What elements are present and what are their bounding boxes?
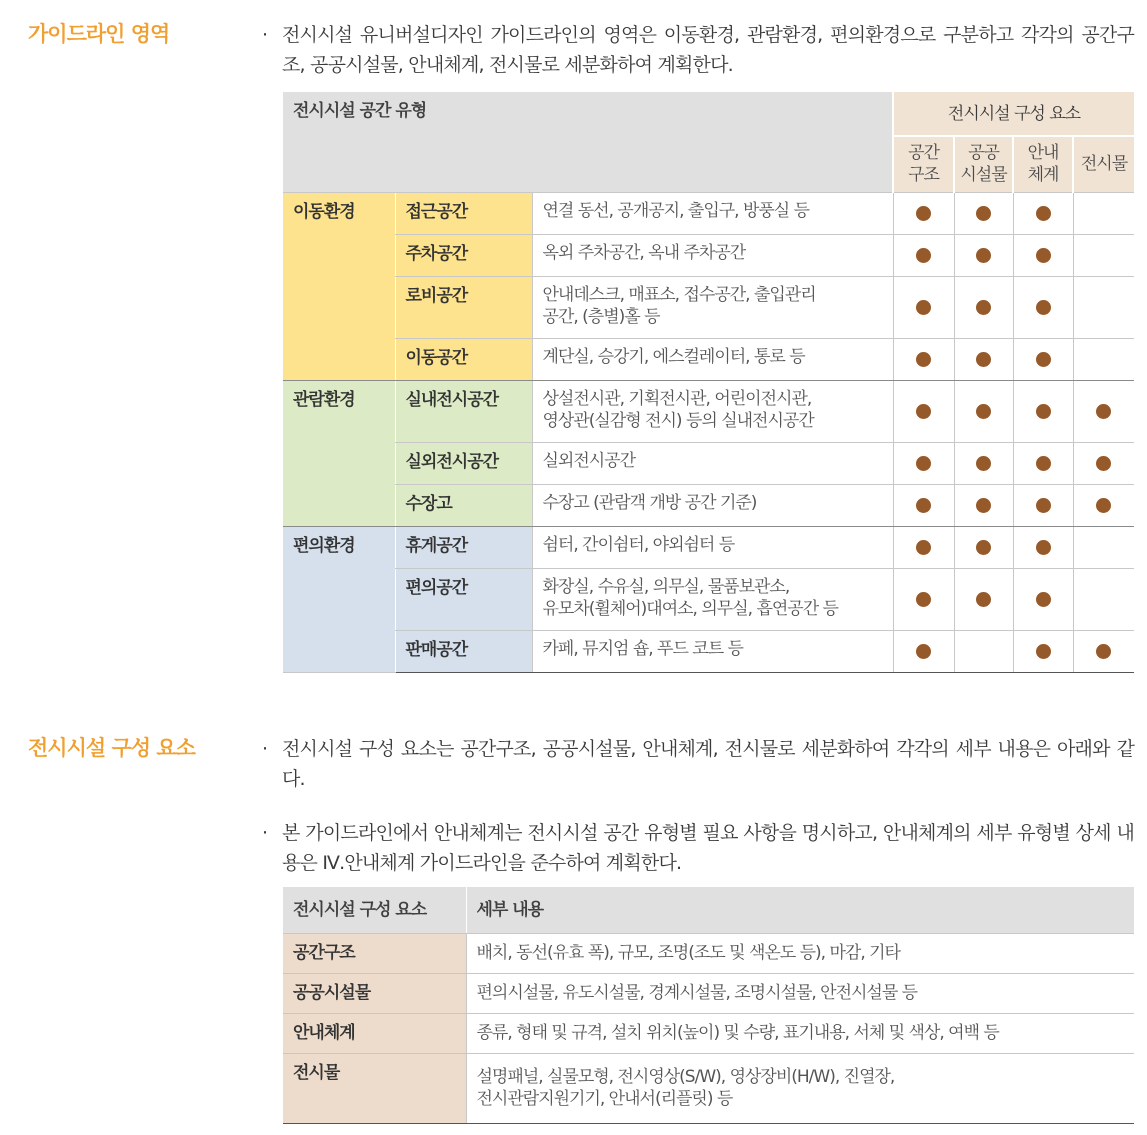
component-mark-cell <box>893 526 954 568</box>
subheader-line: 전시물 <box>1080 154 1128 175</box>
group-1: 관람환경 <box>283 380 395 526</box>
detail-line: 편의시설물, 유도시설물, 경계시설물, 조명시설물, 안전시설물 등 <box>476 982 918 1003</box>
component-mark-cell <box>1073 568 1134 630</box>
filled-circle-icon <box>1036 456 1051 471</box>
space-type-cell: 로비공간 <box>395 276 532 338</box>
space-type-cell: 실외전시공간 <box>395 442 532 484</box>
description-line: 영상관(실감형 전시) 등의 실내전시공간 <box>542 410 814 431</box>
component-mark-cell <box>1013 526 1073 568</box>
description-line: 실외전시공간 <box>542 450 636 471</box>
component-mark-cell <box>1073 630 1134 672</box>
space-type-cell: 이동공간 <box>395 338 532 380</box>
space-description <box>532 526 893 568</box>
component-mark-cell <box>1073 442 1134 484</box>
bullet-dot: · <box>262 738 268 760</box>
subheader-line: 안내 <box>1027 143 1059 164</box>
header-components: 전시시설 구성 요소 <box>893 92 1134 136</box>
group-0: 이동환경 <box>283 192 395 380</box>
component-mark-cell <box>893 276 954 338</box>
guideline-area-paragraph <box>262 20 1134 80</box>
description-line: 카페, 뮤지엄 숍, 푸드 코트 등 <box>542 638 743 659</box>
component-mark-cell <box>1013 568 1073 630</box>
filled-circle-icon <box>976 498 991 513</box>
component-name: 전시물 <box>283 1053 466 1123</box>
component-mark-cell <box>1073 338 1134 380</box>
filled-circle-icon <box>1036 644 1051 659</box>
components-table <box>283 887 1134 1124</box>
component-detail <box>466 973 1134 1013</box>
component-mark-cell <box>1073 192 1134 234</box>
component-detail <box>466 1053 1134 1123</box>
filled-circle-icon <box>1096 456 1111 471</box>
subheader-line: 시설물 <box>960 165 1007 186</box>
description-line: 수장고 (관람객 개방 공간 기준) <box>542 492 757 513</box>
filled-circle-icon <box>916 300 931 315</box>
space-type-cell: 편의공간 <box>395 568 532 630</box>
filled-circle-icon <box>916 592 931 607</box>
filled-circle-icon <box>976 592 991 607</box>
filled-circle-icon <box>916 352 931 367</box>
bullet-dot: · <box>262 822 268 844</box>
subheader-line: 공공 <box>968 143 999 164</box>
component-mark-cell <box>893 338 954 380</box>
filled-circle-icon <box>1036 404 1051 419</box>
filled-circle-icon <box>976 352 991 367</box>
space-type-cell: 접근공간 <box>395 192 532 234</box>
group-2: 편의환경 <box>283 526 395 672</box>
filled-circle-icon <box>976 206 991 221</box>
header-space-type: 전시시설 공간 유형 <box>283 92 893 192</box>
component-mark-cell <box>893 630 954 672</box>
subheader-0 <box>893 136 954 192</box>
component-mark-cell <box>954 442 1013 484</box>
component-mark-cell <box>1013 192 1073 234</box>
filled-circle-icon <box>976 248 991 263</box>
component-mark-cell <box>954 276 1013 338</box>
component-mark-cell <box>954 338 1013 380</box>
filled-circle-icon <box>916 248 931 263</box>
subheader-3 <box>1073 136 1134 192</box>
subheader-line: 공간 <box>908 143 939 164</box>
filled-circle-icon <box>1096 498 1111 513</box>
space-description <box>532 192 893 234</box>
component-mark-cell <box>954 526 1013 568</box>
filled-circle-icon <box>916 498 931 513</box>
components-paragraph-1 <box>262 734 1134 794</box>
description-line: 유모차(휠체어)대여소, 의무실, 흡연공간 등 <box>542 598 838 619</box>
description-line: 공간, (층별)홀 등 <box>542 306 660 327</box>
description-line: 상설전시관, 기획전시관, 어린이전시관, <box>542 388 812 409</box>
description-line: 화장실, 수유실, 의무실, 물품보관소, <box>542 576 790 597</box>
header-detail: 세부 내용 <box>466 887 1134 933</box>
component-detail <box>466 933 1134 973</box>
component-mark-cell <box>954 380 1013 442</box>
space-description <box>532 568 893 630</box>
component-mark-cell <box>1013 234 1073 276</box>
filled-circle-icon <box>1036 540 1051 555</box>
component-mark-cell <box>954 484 1013 526</box>
detail-line: 전시관람지원기기, 안내서(리플릿) 등 <box>476 1088 733 1109</box>
space-description <box>532 338 893 380</box>
component-mark-cell <box>1013 442 1073 484</box>
filled-circle-icon <box>916 540 931 555</box>
component-mark-cell <box>1013 630 1073 672</box>
component-mark-cell <box>893 192 954 234</box>
subheader-2 <box>1013 136 1073 192</box>
component-mark-cell <box>1013 380 1073 442</box>
component-mark-cell <box>954 568 1013 630</box>
filled-circle-icon <box>1036 206 1051 221</box>
component-mark-cell <box>1073 276 1134 338</box>
component-mark-cell <box>893 380 954 442</box>
filled-circle-icon <box>976 540 991 555</box>
paragraph-text: 전시시설 구성 요소는 공간구조, 공공시설물, 안내체계, 전시물로 세분화하여 각각의 세부 내용은 아래와 같다. <box>282 738 1134 790</box>
space-type-table <box>283 92 1134 673</box>
paragraph-text: 본 가이드라인에서 안내체계는 전시시설 공간 유형별 필요 사항을 명시하고, 안내체계의 세부 유형별 상세 내용은 Ⅳ.안내체계 가이드라인을 준수하여 계획한다. <box>282 822 1134 874</box>
space-type-cell: 실내전시공간 <box>395 380 532 442</box>
space-type-cell: 휴게공간 <box>395 526 532 568</box>
filled-circle-icon <box>916 644 931 659</box>
bullet-dot: · <box>262 24 268 46</box>
component-mark-cell <box>1013 338 1073 380</box>
filled-circle-icon <box>1036 592 1051 607</box>
filled-circle-icon <box>1096 404 1111 419</box>
filled-circle-icon <box>976 456 991 471</box>
components-paragraph-2 <box>262 818 1134 878</box>
detail-line: 배치, 동선(유효 폭), 규모, 조명(조도 및 색온도 등), 마감, 기타 <box>476 942 900 963</box>
section-title-guideline-area: 가이드라인 영역 <box>28 22 170 46</box>
space-description <box>532 484 893 526</box>
description-line: 쉼터, 간이쉼터, 야외쉼터 등 <box>542 534 735 555</box>
header-component: 전시시설 구성 요소 <box>283 887 466 933</box>
component-mark-cell <box>954 234 1013 276</box>
filled-circle-icon <box>976 404 991 419</box>
component-mark-cell <box>893 234 954 276</box>
component-name: 안내체계 <box>283 1013 466 1053</box>
component-mark-cell <box>1073 234 1134 276</box>
space-description <box>532 380 893 442</box>
component-mark-cell <box>954 192 1013 234</box>
filled-circle-icon <box>916 456 931 471</box>
subheader-1 <box>954 136 1013 192</box>
paragraph-text: 전시시설 유니버설디자인 가이드라인의 영역은 이동환경, 관람환경, 편의환경으로 구분하고 각각의 공간구조, 공공시설물, 안내체계, 전시물로 세분화하여 계획한다. <box>282 24 1134 76</box>
description-line: 연결 동선, 공개공지, 출입구, 방풍실 등 <box>542 200 810 221</box>
filled-circle-icon <box>1096 644 1111 659</box>
space-type-cell: 주차공간 <box>395 234 532 276</box>
filled-circle-icon <box>916 404 931 419</box>
space-type-cell: 수장고 <box>395 484 532 526</box>
filled-circle-icon <box>1036 498 1051 513</box>
space-type-cell: 판매공간 <box>395 630 532 672</box>
filled-circle-icon <box>1036 352 1051 367</box>
component-mark-cell <box>1013 276 1073 338</box>
component-name: 공간구조 <box>283 933 466 973</box>
detail-line: 종류, 형태 및 규격, 설치 위치(높이) 및 수량, 표기내용, 서체 및 색상, 여백 등 <box>476 1022 999 1043</box>
component-mark-cell <box>1073 380 1134 442</box>
component-mark-cell <box>1073 526 1134 568</box>
section-title-components: 전시시설 구성 요소 <box>28 736 195 760</box>
space-description <box>532 234 893 276</box>
component-mark-cell <box>954 630 1013 672</box>
space-description <box>532 630 893 672</box>
filled-circle-icon <box>976 300 991 315</box>
filled-circle-icon <box>1036 248 1051 263</box>
description-line: 계단실, 승강기, 에스컬레이터, 통로 등 <box>542 346 805 367</box>
description-line: 옥외 주차공간, 옥내 주차공간 <box>542 242 746 263</box>
component-mark-cell <box>1073 484 1134 526</box>
component-detail <box>466 1013 1134 1053</box>
detail-line: 설명패널, 실물모형, 전시영상(S/W), 영상장비(H/W), 진열장, <box>476 1066 895 1087</box>
subheader-line: 구조 <box>908 165 939 186</box>
filled-circle-icon <box>916 206 931 221</box>
subheader-line: 체계 <box>1027 165 1059 186</box>
space-description <box>532 276 893 338</box>
component-mark-cell <box>1013 484 1073 526</box>
component-mark-cell <box>893 568 954 630</box>
component-name: 공공시설물 <box>283 973 466 1013</box>
component-mark-cell <box>893 442 954 484</box>
description-line: 안내데스크, 매표소, 접수공간, 출입관리 <box>542 284 816 305</box>
space-description <box>532 442 893 484</box>
filled-circle-icon <box>1036 300 1051 315</box>
component-mark-cell <box>893 484 954 526</box>
